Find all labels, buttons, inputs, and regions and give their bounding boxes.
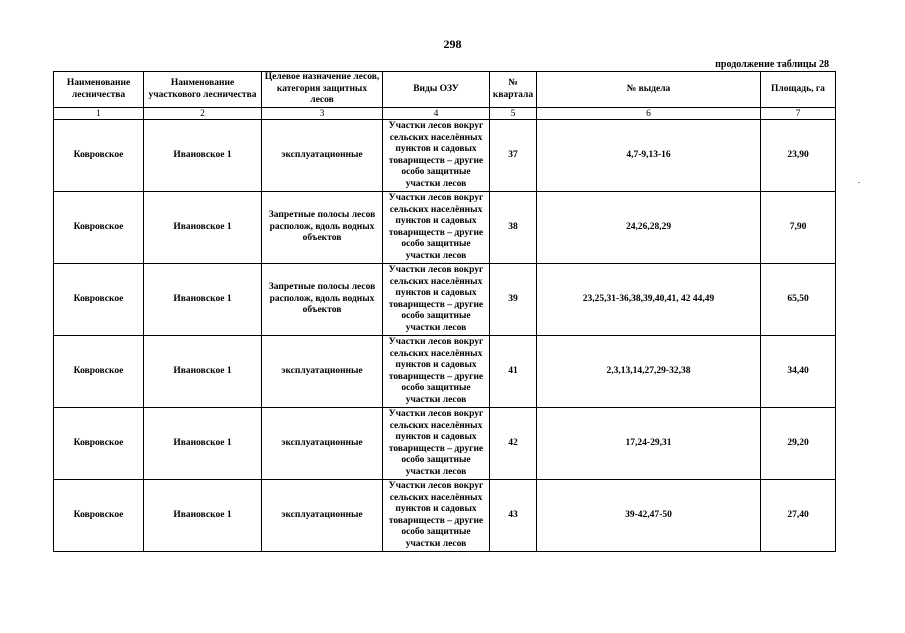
cell-purpose: Запретные полосы лесов располож, вдоль водных объектов <box>262 264 383 336</box>
column-number: 4 <box>383 108 490 120</box>
table-row <box>54 408 836 480</box>
header-quarter: № квартала <box>490 72 537 108</box>
cell-ozu: Участки лесов вокруг сельских населённых пунктов и садовых товариществ – другие особо защитные участки лесов <box>383 192 490 264</box>
table-row <box>54 192 836 264</box>
header-purpose: Целевое назначение лесов, категория защитных лесов <box>262 72 383 108</box>
table-row <box>54 120 836 192</box>
header-ozu: Виды ОЗУ <box>383 72 490 108</box>
cell-district: Ивановское 1 <box>144 480 262 552</box>
cell-forestry: Ковровское <box>54 336 144 408</box>
cell-forestry: Ковровское <box>54 408 144 480</box>
page-number: 298 <box>443 37 462 51</box>
cell-forestry: Ковровское <box>54 480 144 552</box>
cell-district: Ивановское 1 <box>144 264 262 336</box>
cell-ozu: Участки лесов вокруг сельских населённых пунктов и садовых товариществ – другие особо защитные участки лесов <box>383 480 490 552</box>
table-row <box>54 336 836 408</box>
column-number: 3 <box>262 108 383 120</box>
forest-plots-table <box>53 71 836 552</box>
cell-quarter: 41 <box>490 336 537 408</box>
column-number: 1 <box>54 108 144 120</box>
header-forestry: Наименование лесничества <box>54 72 144 108</box>
cell-plots: 2,3,13,14,27,29-32,38 <box>537 336 761 408</box>
cell-area: 29,20 <box>761 408 836 480</box>
header-area: Площадь, га <box>761 72 836 108</box>
cell-area: 65,50 <box>761 264 836 336</box>
cell-quarter: 39 <box>490 264 537 336</box>
cell-quarter: 38 <box>490 192 537 264</box>
cell-plots: 23,25,31-36,38,39,40,41, 42 44,49 <box>537 264 761 336</box>
cell-district: Ивановское 1 <box>144 192 262 264</box>
header-plots: № выдела <box>537 72 761 108</box>
cell-forestry: Ковровское <box>54 120 144 192</box>
cell-district: Ивановское 1 <box>144 120 262 192</box>
cell-plots: 39-42,47-50 <box>537 480 761 552</box>
cell-ozu: Участки лесов вокруг сельских населённых пунктов и садовых товариществ – другие особо защитные участки лесов <box>383 336 490 408</box>
scan-speck <box>858 182 860 183</box>
cell-forestry: Ковровское <box>54 192 144 264</box>
cell-area: 7,90 <box>761 192 836 264</box>
column-number: 6 <box>537 108 761 120</box>
cell-district: Ивановское 1 <box>144 408 262 480</box>
cell-purpose: Запретные полосы лесов располож, вдоль водных объектов <box>262 192 383 264</box>
cell-quarter: 37 <box>490 120 537 192</box>
cell-purpose: эксплуатационные <box>262 480 383 552</box>
table-continuation-note: продолжение таблицы 28 <box>715 59 829 70</box>
cell-ozu: Участки лесов вокруг сельских населённых пунктов и садовых товариществ – другие особо защитные участки лесов <box>383 120 490 192</box>
table-row <box>54 264 836 336</box>
header-district: Наименование участкового лесничества <box>144 72 262 108</box>
column-number: 7 <box>761 108 836 120</box>
cell-plots: 4,7-9,13-16 <box>537 120 761 192</box>
column-number: 5 <box>490 108 537 120</box>
table-row <box>54 480 836 552</box>
cell-quarter: 42 <box>490 408 537 480</box>
cell-quarter: 43 <box>490 480 537 552</box>
cell-purpose: эксплуатационные <box>262 120 383 192</box>
cell-plots: 24,26,28,29 <box>537 192 761 264</box>
cell-plots: 17,24-29,31 <box>537 408 761 480</box>
cell-purpose: эксплуатационные <box>262 408 383 480</box>
cell-forestry: Ковровское <box>54 264 144 336</box>
column-number-row <box>54 108 836 120</box>
cell-ozu: Участки лесов вокруг сельских населённых пунктов и садовых товариществ – другие особо защитные участки лесов <box>383 408 490 480</box>
cell-area: 27,40 <box>761 480 836 552</box>
table-header-row <box>54 72 836 108</box>
cell-area: 23,90 <box>761 120 836 192</box>
cell-district: Ивановское 1 <box>144 336 262 408</box>
column-number: 2 <box>144 108 262 120</box>
cell-ozu: Участки лесов вокруг сельских населённых пунктов и садовых товариществ – другие особо защитные участки лесов <box>383 264 490 336</box>
cell-purpose: эксплуатационные <box>262 336 383 408</box>
cell-area: 34,40 <box>761 336 836 408</box>
